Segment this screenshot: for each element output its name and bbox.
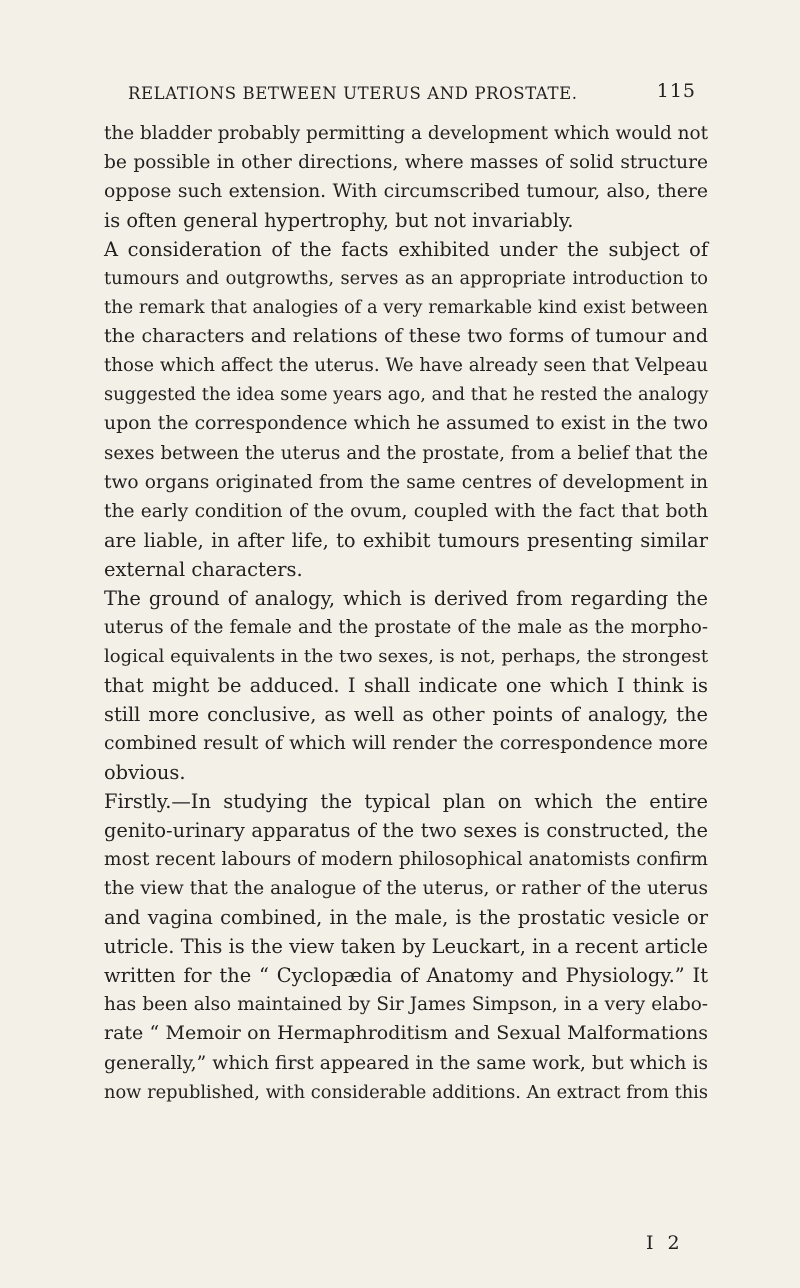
text-line: is often general hypertrophy, but not invariably. <box>104 209 574 233</box>
text-line: genito-urinary apparatus of the two sexes is constructed, the <box>104 819 708 843</box>
text-line: written for the “ Cyclopædia of Anatomy and Physiology.” It <box>104 964 708 988</box>
text-line: logical equivalents in the two sexes, is not, perhaps, the strongest <box>104 645 709 667</box>
running-head-title: RELATIONS BETWEEN UTERUS AND PROSTATE. <box>128 84 578 103</box>
text-line: suggested the idea some years ago, and that he rested the analogy <box>104 384 709 406</box>
text-line: and vagina combined, in the male, is the prostatic vesicle or <box>104 906 708 930</box>
text-line: still more conclusive, as well as other points of analogy, the <box>104 702 708 726</box>
text-line: generally,” which first appeared in the same work, but which is <box>104 1052 708 1074</box>
text-line: uterus of the female and the prostate of the male as the morpho- <box>104 616 708 638</box>
text-line: most recent labours of modern philosophical anatomists confirm <box>104 849 708 871</box>
page-number: 115 <box>656 80 696 102</box>
text-line: the bladder probably permitting a development which would not <box>104 123 708 144</box>
text-line: the remark that analogies of a very remarkable kind exist between <box>104 297 708 319</box>
text-line: The ground of analogy, which is derived from regarding the <box>104 586 708 610</box>
text-line: be possible in other directions, where masses of solid structure <box>104 152 708 174</box>
text-line: obvious. <box>104 761 186 785</box>
text-line: upon the correspondence which he assumed to exist in the two <box>104 413 708 435</box>
text-line: has been also maintained by Sir James Simpson, in a very elabo- <box>104 994 708 1016</box>
running-head <box>128 80 696 110</box>
text-line: tumours and outgrowths, serves as an appropriate introduction to <box>104 268 708 290</box>
text-line: now republished, with considerable additions. An extract from this <box>104 1081 708 1103</box>
text-line: oppose such extension. With circumscribed tumour, also, there <box>104 181 708 203</box>
body-text <box>104 119 708 1107</box>
text-line: that might be adduced. I shall indicate one which I think is <box>104 673 708 697</box>
signature-mark: I 2 <box>646 1232 684 1254</box>
text-line: two organs originated from the same centres of development in <box>104 471 708 493</box>
text-line: Firstly.—In studying the typical plan on which the entire <box>104 790 708 814</box>
text-line: A consideration of the facts exhibited under the subject of <box>104 238 708 262</box>
text-line: the early condition of the ovum, coupled with the fact that both <box>104 500 708 522</box>
text-line: sexes between the uterus and the prostate, from a belief that the <box>104 442 708 464</box>
text-line: combined result of which will render the correspondence more <box>104 732 708 754</box>
text-line: those which affect the uterus. We have already seen that Velpeau <box>104 355 708 377</box>
text-line: are liable, in after life, to exhibit tumours presenting similar <box>104 528 708 552</box>
text-line: the view that the analogue of the uterus, or rather of the uterus <box>104 878 708 900</box>
text-line: external characters. <box>104 557 303 581</box>
text-line: rate “ Memoir on Hermaphroditism and Sexual Malformations <box>104 1022 708 1045</box>
text-line: the characters and relations of these two forms of tumour and <box>104 325 708 348</box>
text-line: utricle. This is the view taken by Leuckart, in a recent article <box>104 935 708 959</box>
